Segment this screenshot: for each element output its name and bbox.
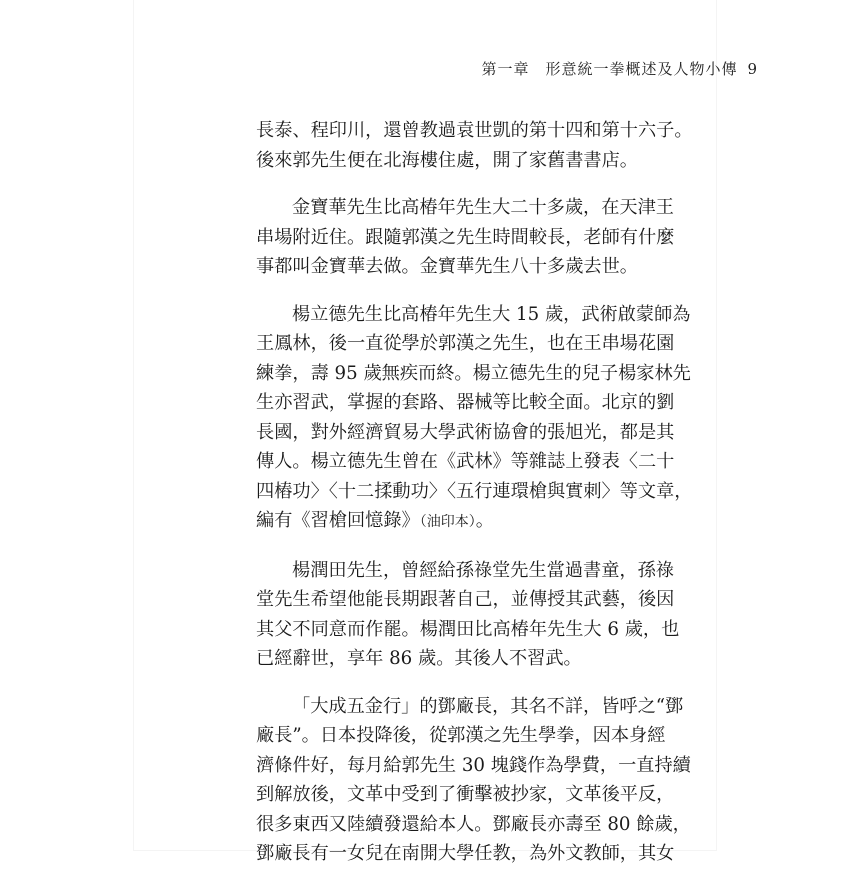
running-header (481, 58, 758, 79)
paragraph-3 (256, 300, 693, 538)
text-line: 王鳳林，後一直從學於郭漢之先生，也在王串場花園 (256, 333, 675, 354)
text-line: 很多東西又陸續發還給本人。鄧廠長亦壽至 80 餘歲， (256, 813, 691, 835)
body-text (256, 116, 693, 887)
text-segment: 編有《習槍回憶錄》 (256, 510, 420, 531)
chapter-title: 第一章 形意統一拳概述及人物小傳 (481, 60, 738, 78)
text-line: 已經辭世，享年 86 歲。其後人不習武。 (256, 648, 582, 669)
text-line: 傳人。楊立德先生曾在《武林》等雜誌上發表〈二十 (256, 451, 675, 472)
text-line: 四樁功〉〈十二揉動功〉〈五行連環槍與實刺〉等文章， (256, 480, 693, 502)
text-line: 長國，對外經濟貿易大學武術協會的張旭光，都是其 (256, 421, 675, 443)
text-line: 長泰、程印川，還曾教過袁世凱的第十四和第十六子。 (256, 120, 693, 141)
text-line: 事都叫金寶華去做。金寶華先生八十多歲去世。 (256, 256, 638, 277)
text-line: 生亦習武，掌握的套路、器械等比較全面。北京的劉 (256, 392, 675, 413)
page-number: 9 (747, 60, 758, 78)
text-segment-small: （油印本） (419, 514, 476, 530)
text-line: 練拳，壽 95 歲無疾而終。楊立德先生的兒子楊家林先 (256, 362, 691, 384)
text-line: 楊立德先生比高椿年先生大 15 歲，武術啟蒙師為 (292, 303, 691, 325)
paragraph-1 (256, 116, 693, 175)
paragraph-5 (256, 692, 691, 869)
text-line: 串場附近住。跟隨郭漢之先生時間較長，老師有什麼 (256, 226, 675, 248)
paragraph-2 (256, 193, 675, 282)
text-line: 堂先生希望他能長期跟著自己，並傳授其武藝，後因 (256, 589, 675, 610)
text-line: 到解放後，文革中受到了衝擊被抄家，文革後平反， (256, 784, 675, 805)
text-line: 其父不同意而作罷。楊潤田比高椿年先生大 6 歲，也 (256, 618, 680, 640)
text-line: 濟條件好，每月給郭先生 30 塊錢作為學費，一直持續 (256, 754, 691, 776)
text-line: 「大成五金行」的鄧廠長，其名不詳，皆呼之“鄧 (292, 695, 684, 717)
text-line: 金寶華先生比高椿年先生大二十多歲，在天津王 (292, 197, 674, 218)
text-line: 鄧廠長有一女兒在南開大學任教，為外文教師，其女 (256, 843, 675, 864)
text-line: 楊潤田先生，曾經給孫祿堂先生當過書童，孫祿 (292, 559, 674, 581)
text-line: 廠長”。日本投降後，從郭漢之先生學拳，因本身經 (256, 725, 666, 746)
text-line-last (256, 506, 636, 538)
text-line: 後來郭先生便在北海樓住處，開了家舊書書店。 (256, 149, 638, 171)
text-segment-end: 。 (475, 510, 494, 531)
paragraph-4 (256, 556, 680, 674)
